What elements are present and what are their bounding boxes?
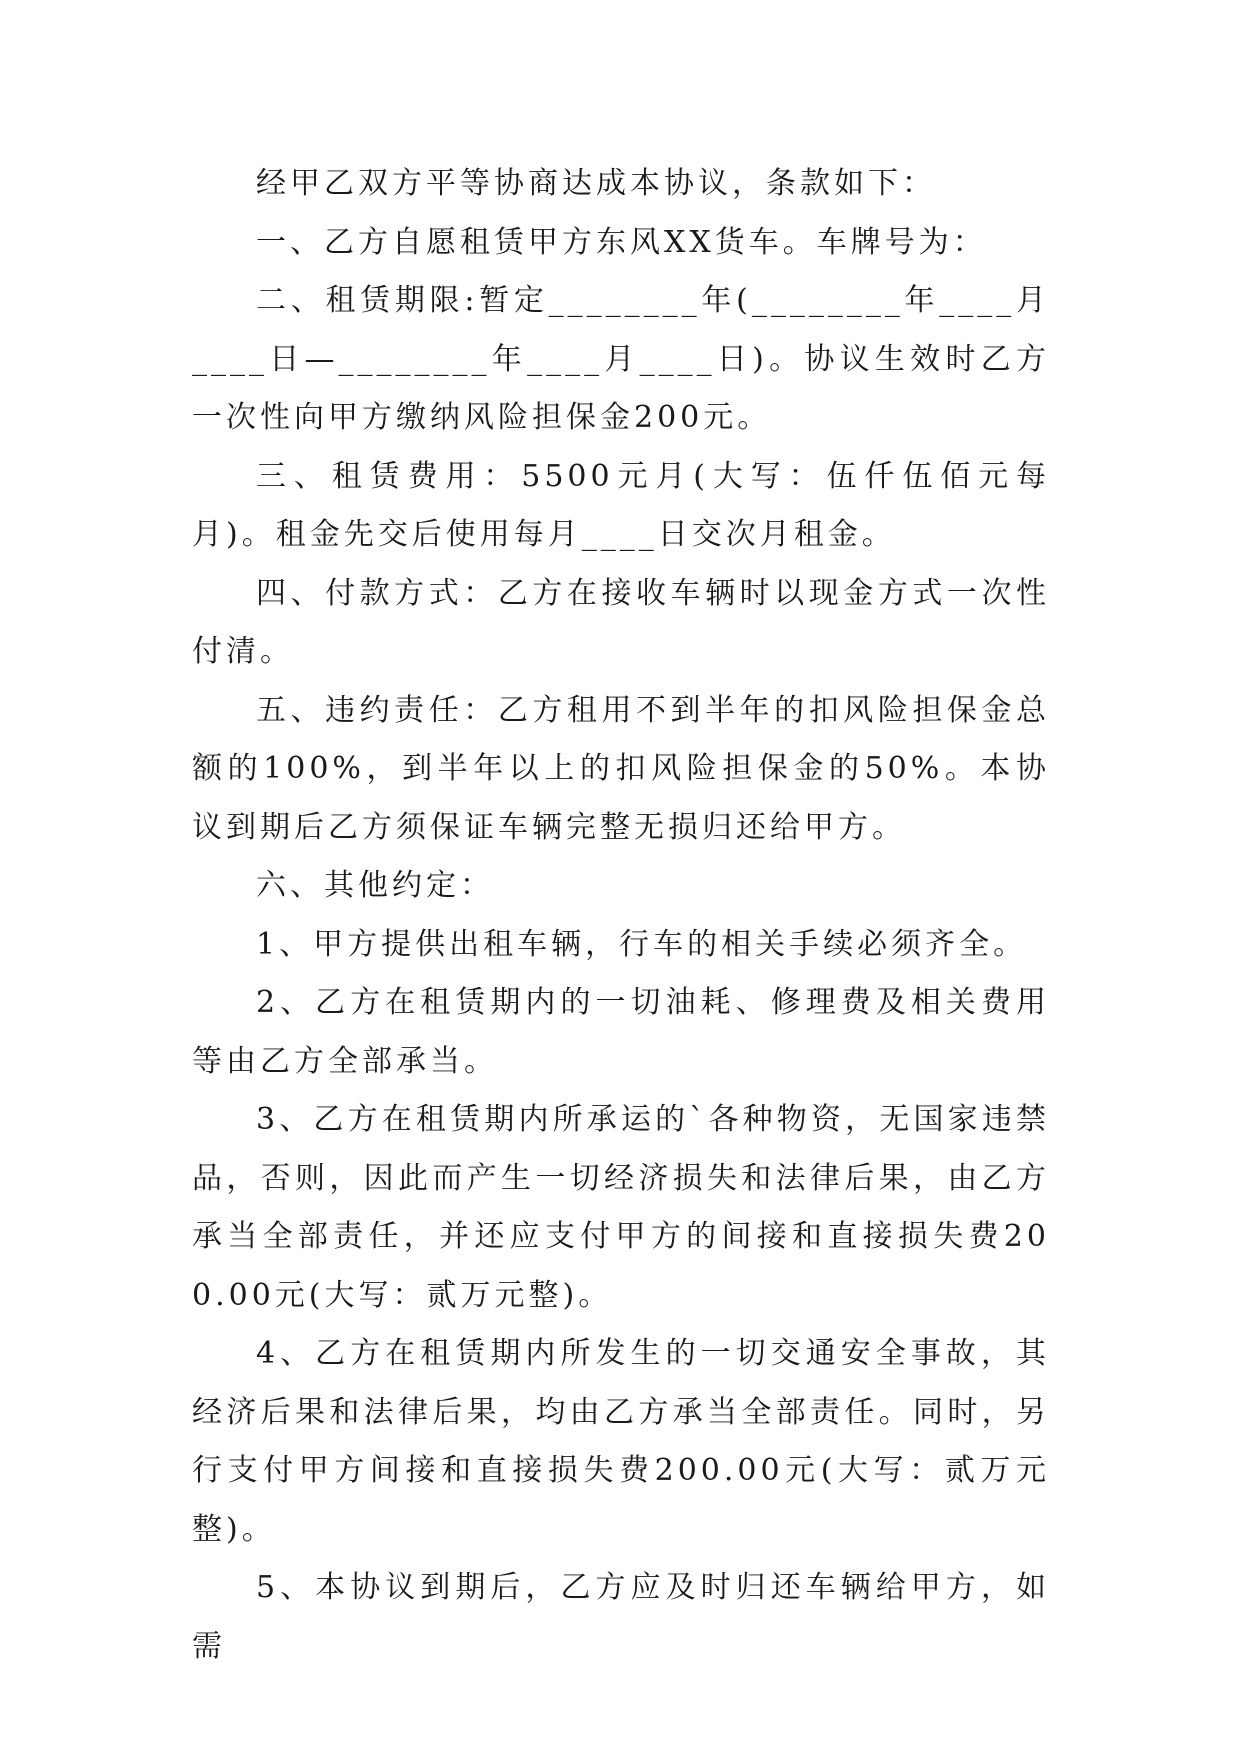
clause-6-other-heading: 六、其他约定：	[256, 868, 494, 903]
other-item-1: 1、甲方提供出租车辆，行车的相关手续必须齐全。	[256, 926, 1028, 962]
other-item-3: 3、乙方在租赁期内所承运的`各种物资，无国家违禁品，否则，因此而产生一切经济损失和法律后果，由乙方承当全部责任，并还应支付甲方的间接和直接损失费200.00元(大写：贰万元整)。	[192, 1102, 1050, 1313]
other-item-4: 4、乙方在租赁期内所发生的一切交通安全事故，其经济后果和法律后果，均由乙方承当全部责任。同时，另行支付甲方间接和直接损失费200.00元(大写：贰万元整)。	[192, 1336, 1050, 1547]
clause-2-lease-term: 二、租赁期限:暂定________年(________年____月____日—________年____月____日)。协议生效时乙方一次性向甲方缴纳风险担保金200元。	[192, 283, 1050, 435]
clause-4-payment: 四、付款方式：乙方在接收车辆时以现金方式一次性付清。	[192, 575, 1050, 669]
other-item-2: 2、乙方在租赁期内的一切油耗、修理费及相关费用等由乙方全部承当。	[192, 985, 1050, 1079]
clause-5-liability: 五、违约责任：乙方租用不到半年的扣风险担保金总额的100%，到半年以上的扣风险担保金的50%。本协议到期后乙方须保证车辆完整无损归还给甲方。	[192, 692, 1050, 845]
document-body	[192, 155, 1050, 1676]
intro-paragraph: 经甲乙双方平等协商达成本协议，条款如下：	[256, 166, 936, 201]
clause-1-vehicle: 一、乙方自愿租赁甲方东风XX货车。车牌号为：	[256, 224, 987, 260]
clause-3-lease-fee: 三、租赁费用：5500元月(大写：伍仟伍佰元每月)。租金先交后使用每月____日交次月租金。	[192, 458, 1050, 552]
other-item-5: 5、本协议到期后，乙方应及时归还车辆给甲方，如需	[192, 1570, 1050, 1664]
